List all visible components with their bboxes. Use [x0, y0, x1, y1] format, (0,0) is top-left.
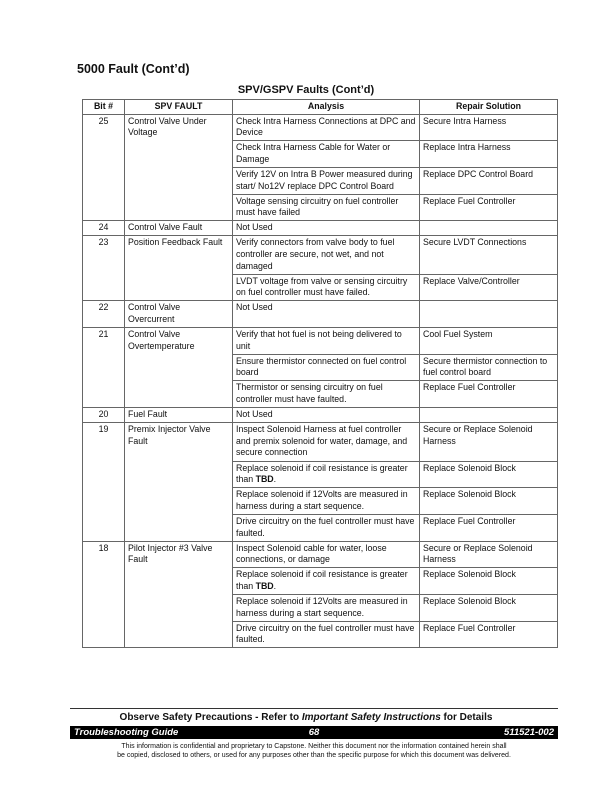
analysis-cell	[233, 423, 420, 461]
bit-number-cell: 24	[83, 221, 125, 236]
analysis-tail: .	[273, 474, 277, 485]
analysis-cell	[233, 541, 420, 568]
analysis-cell	[233, 194, 420, 221]
spv-fault-cell: Control Valve Fault	[125, 221, 233, 236]
spv-fault-cell: Pilot Injector #3 Valve Fault	[125, 541, 233, 648]
table-header-row	[83, 100, 558, 115]
page-number: 68	[308, 726, 320, 738]
document-number: 511521-002	[503, 726, 554, 738]
analysis-text: Drive circuitry on the fuel controller must have faulted.	[236, 515, 415, 538]
spv-fault-cell: Control Valve Overcurrent	[125, 301, 233, 328]
spv-fault-cell: Fuel Fault	[125, 408, 233, 423]
analysis-text: Inspect Solenoid cable for water, loose connections, or damage	[236, 542, 387, 565]
repair-solution-cell	[420, 221, 558, 236]
repair-solution-cell: Replace Fuel Controller	[420, 514, 558, 541]
footer-rule	[70, 708, 558, 709]
safety-suffix: for Details	[440, 712, 493, 723]
table-row	[83, 114, 558, 141]
spv-fault-cell: Position Feedback Fault	[125, 236, 233, 301]
table-title: SPV/GSPV Faults (Cont’d)	[237, 84, 375, 96]
repair-solution-cell: Replace Intra Harness	[420, 141, 558, 168]
safety-link-text: Important Safety Instructions	[301, 712, 441, 723]
bit-number-cell: 22	[83, 301, 125, 328]
faults-table	[82, 99, 558, 648]
analysis-cell	[233, 461, 420, 488]
analysis-cell	[233, 221, 420, 236]
analysis-text: Inspect Solenoid Harness at fuel controller and premix solenoid for water, damage, and secure connection	[236, 424, 408, 458]
repair-solution-cell: Secure thermistor connection to fuel control board	[420, 354, 558, 381]
analysis-cell	[233, 408, 420, 423]
repair-solution-cell: Replace Fuel Controller	[420, 381, 558, 408]
analysis-tail: .	[273, 580, 277, 591]
section-title: 5000 Fault (Cont’d)	[77, 62, 190, 76]
analysis-text: Ensure thermistor connected on fuel control board	[236, 355, 407, 378]
repair-solution-cell	[420, 408, 558, 423]
safety-prefix: Observe Safety Precautions - Refer to	[119, 712, 302, 723]
analysis-cell	[233, 354, 420, 381]
header-spv-fault: SPV FAULT	[125, 100, 233, 115]
bit-number-cell: 20	[83, 408, 125, 423]
spv-fault-cell: Control Valve Under Voltage	[125, 114, 233, 221]
repair-solution-cell: Replace Solenoid Block	[420, 594, 558, 621]
repair-solution-cell: Secure or Replace Solenoid Harness	[420, 541, 558, 568]
analysis-text: Replace solenoid if 12Volts are measured in harness during a start sequence.	[236, 595, 408, 618]
repair-solution-cell: Replace DPC Control Board	[420, 167, 558, 194]
analysis-text: Thermistor or sensing circuitry on fuel controller must have faulted.	[236, 382, 383, 405]
analysis-emphasis: TBD	[255, 580, 274, 591]
safety-notice	[0, 712, 612, 723]
repair-solution-cell: Replace Fuel Controller	[420, 194, 558, 221]
analysis-text: Not Used	[236, 409, 273, 420]
repair-solution-cell: Replace Valve/Controller	[420, 274, 558, 301]
analysis-text: Replace solenoid if coil resistance is greater than	[236, 462, 408, 485]
table-row	[83, 328, 558, 355]
bit-number-cell: 21	[83, 328, 125, 408]
footer-bar	[70, 726, 558, 739]
analysis-text: Drive circuitry on the fuel controller must have faulted.	[236, 622, 415, 645]
analysis-text: LVDT voltage from valve or sensing circuitry on fuel controller must have failed.	[236, 275, 408, 298]
table-row	[83, 221, 558, 236]
faults-table-body	[83, 114, 558, 648]
analysis-cell	[233, 514, 420, 541]
guide-title: Troubleshooting Guide	[74, 726, 179, 738]
repair-solution-cell: Replace Solenoid Block	[420, 568, 558, 595]
repair-solution-cell: Replace Solenoid Block	[420, 488, 558, 515]
table-row	[83, 423, 558, 461]
analysis-text: Voltage sensing circuitry on fuel controller must have failed	[236, 195, 399, 218]
bit-number-cell: 18	[83, 541, 125, 648]
table-row	[83, 236, 558, 274]
bit-number-cell: 19	[83, 423, 125, 541]
analysis-cell	[233, 568, 420, 595]
analysis-text: Check Intra Harness Cable for Water or Damage	[236, 142, 391, 164]
analysis-text: Replace solenoid if 12Volts are measured in harness during a start sequence.	[236, 489, 408, 511]
confidentiality-line-2: be copied, disclosed to others, or used for any purposes other than the specific purpose for which this document was delivered.	[117, 752, 511, 759]
analysis-cell	[233, 141, 420, 168]
analysis-cell	[233, 274, 420, 301]
repair-solution-cell: Secure LVDT Connections	[420, 236, 558, 274]
repair-solution-cell: Replace Solenoid Block	[420, 461, 558, 488]
analysis-cell	[233, 594, 420, 621]
confidentiality-notice	[70, 742, 558, 760]
analysis-cell	[233, 114, 420, 141]
analysis-emphasis: TBD	[255, 474, 274, 485]
repair-solution-cell: Cool Fuel System	[420, 328, 558, 355]
repair-solution-cell: Replace Fuel Controller	[420, 621, 558, 648]
table-row	[83, 408, 558, 423]
header-analysis: Analysis	[233, 100, 420, 115]
analysis-text: Not Used	[236, 222, 273, 233]
analysis-cell	[233, 621, 420, 648]
analysis-text: Not Used	[236, 302, 273, 313]
analysis-text: Verify that hot fuel is not being delivered to unit	[236, 329, 402, 351]
analysis-text: Verify 12V on Intra B Power measured during start/ No12V replace DPC Control Board	[236, 168, 413, 191]
repair-solution-cell: Secure Intra Harness	[420, 114, 558, 141]
bit-number-cell: 25	[83, 114, 125, 221]
repair-solution-cell	[420, 301, 558, 328]
table-row	[83, 301, 558, 328]
header-repair-solution: Repair Solution	[420, 100, 558, 115]
analysis-cell	[233, 488, 420, 515]
repair-solution-cell: Secure or Replace Solenoid Harness	[420, 423, 558, 461]
analysis-text: Verify connectors from valve body to fuel controller are secure, not wet, and not damaged	[236, 237, 395, 271]
bit-number-cell: 23	[83, 236, 125, 301]
header-bit: Bit #	[83, 100, 125, 115]
analysis-cell	[233, 301, 420, 328]
analysis-cell	[233, 236, 420, 274]
spv-fault-cell: Premix Injector Valve Fault	[125, 423, 233, 541]
analysis-cell	[233, 167, 420, 194]
analysis-text: Replace solenoid if coil resistance is greater than	[236, 569, 408, 591]
analysis-cell	[233, 328, 420, 355]
analysis-text: Check Intra Harness Connections at DPC and Device	[236, 115, 416, 138]
spv-fault-cell: Control Valve Overtemperature	[125, 328, 233, 408]
analysis-cell	[233, 381, 420, 408]
table-row	[83, 541, 558, 568]
confidentiality-line-1: This information is confidential and proprietary to Capstone. Neither this document nor the information contained herein shall	[121, 743, 507, 750]
